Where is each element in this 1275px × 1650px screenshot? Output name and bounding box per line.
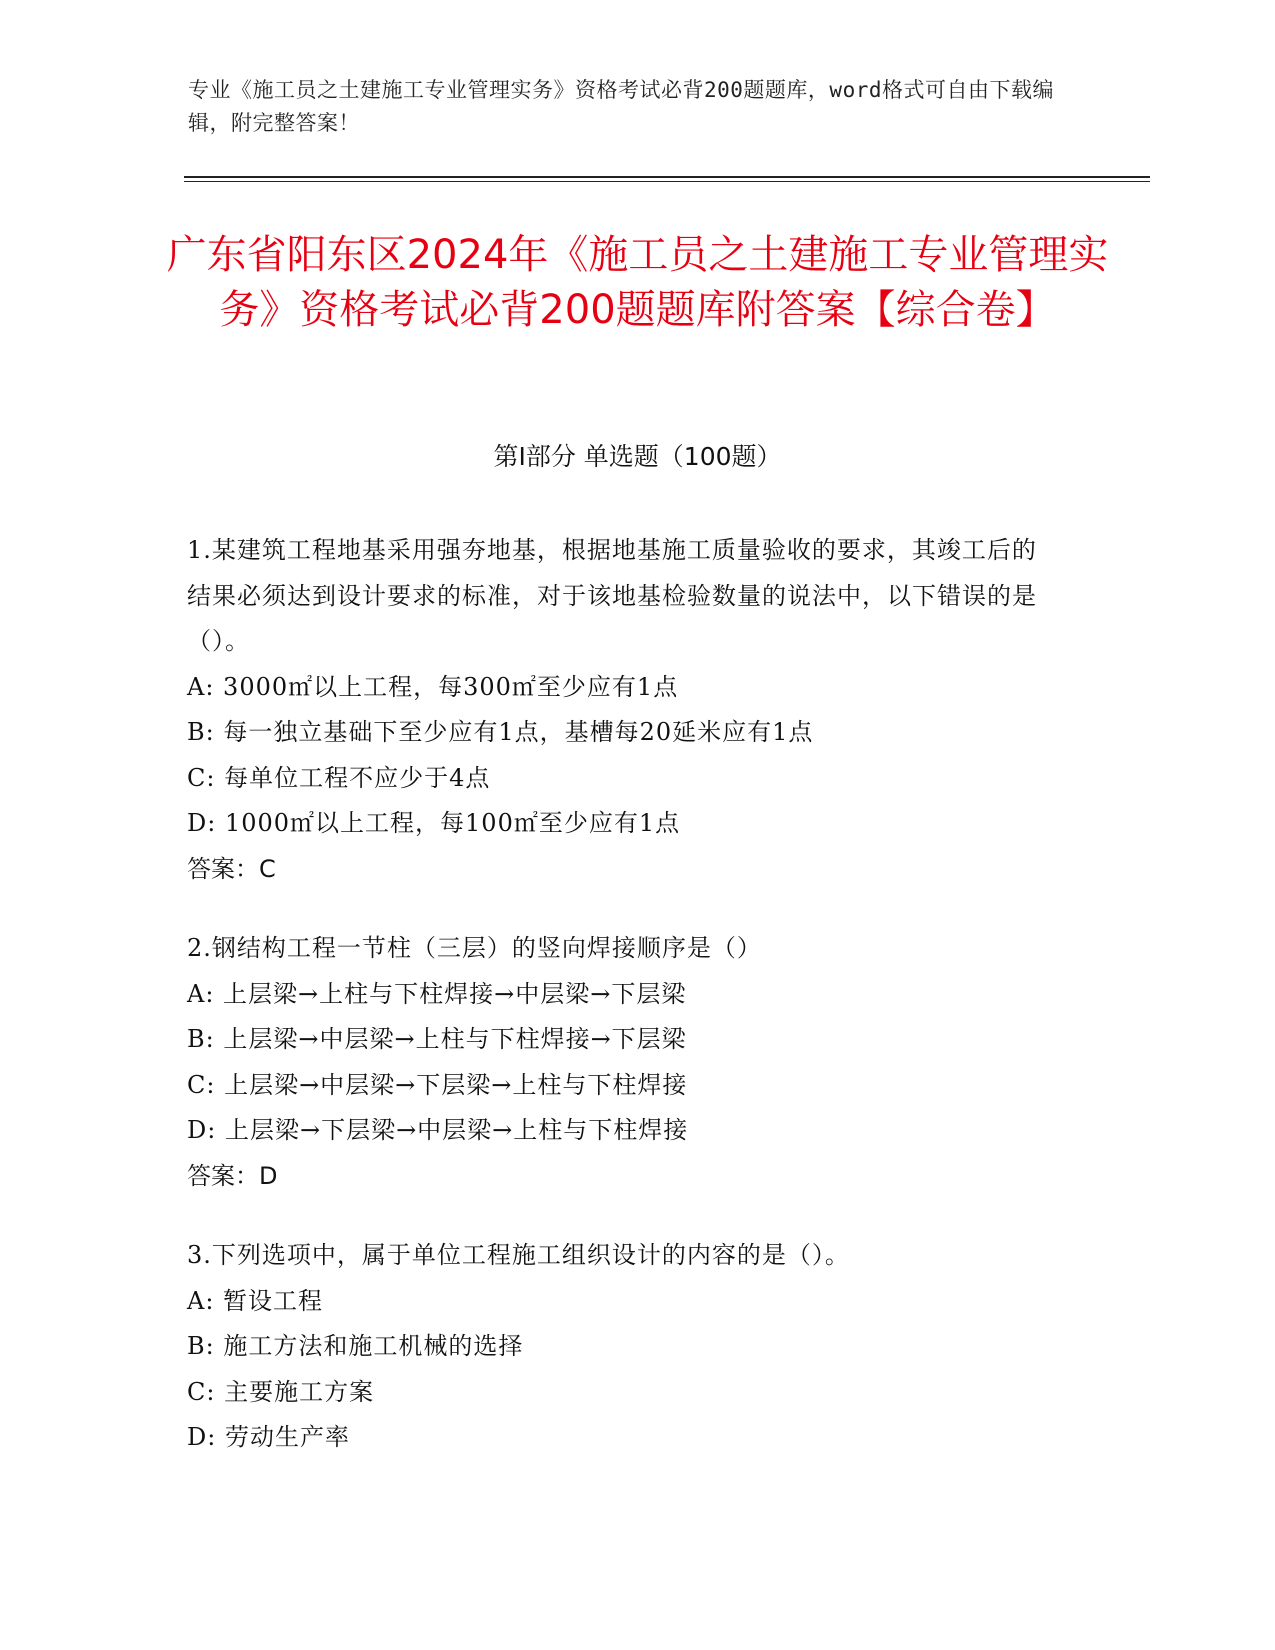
question-1	[187, 528, 1057, 892]
option-b: B: 施工方法和施工机械的选择	[187, 1332, 524, 1360]
header-note: 专业《施工员之土建施工专业管理实务》资格考试必背200题题库，word格式可自由下载编辑，附完整答案！	[188, 78, 1054, 135]
option-c: C: 每单位工程不应少于4点	[187, 763, 491, 792]
option-a: A: 上层梁→上柱与下柱焊接→中层梁→下层梁	[187, 979, 687, 1008]
question-list	[187, 528, 1057, 1495]
question-stem: 3.下列选项中，属于单位工程施工组织设计的内容的是（）。	[187, 1241, 850, 1269]
question-3	[187, 1233, 1057, 1461]
answer: 答案：D	[187, 1161, 278, 1190]
option-a: A: 暂设工程	[187, 1286, 324, 1315]
header-divider	[184, 176, 1150, 178]
option-d: D: 劳动生产率	[187, 1423, 350, 1451]
option-c: C: 上层梁→中层梁→下层梁→上柱与下柱焊接	[187, 1070, 688, 1099]
header-divider-thin	[184, 181, 1150, 182]
document-title: 广东省阳东区2024年《施工员之土建施工专业管理实务》资格考试必背200题题库附答案【综合卷】	[166, 232, 1109, 333]
option-d: D: 1000㎡以上工程，每100㎡至少应有1点	[187, 809, 681, 837]
option-a: A: 3000㎡以上工程，每300㎡至少应有1点	[187, 672, 679, 701]
option-b: B: 上层梁→中层梁→上柱与下柱焊接→下层梁	[187, 1025, 687, 1053]
option-b: B: 每一独立基础下至少应有1点，基槽每20延米应有1点	[187, 718, 814, 746]
option-c: C: 主要施工方案	[187, 1377, 375, 1406]
question-stem: 2.钢结构工程一节柱（三层）的竖向焊接顺序是（）	[187, 934, 762, 962]
answer: 答案：C	[187, 854, 276, 883]
question-stem: 1.某建筑工程地基采用强夯地基，根据地基施工质量验收的要求，其竣工后的结果必须达到设计要求的标准，对于该地基检验数量的说法中，以下错误的是（）。	[187, 536, 1037, 655]
question-2	[187, 926, 1057, 1199]
option-d: D: 上层梁→下层梁→中层梁→上柱与下柱焊接	[187, 1116, 689, 1144]
section-title: 第Ⅰ部分 单选题（100题）	[493, 442, 782, 471]
